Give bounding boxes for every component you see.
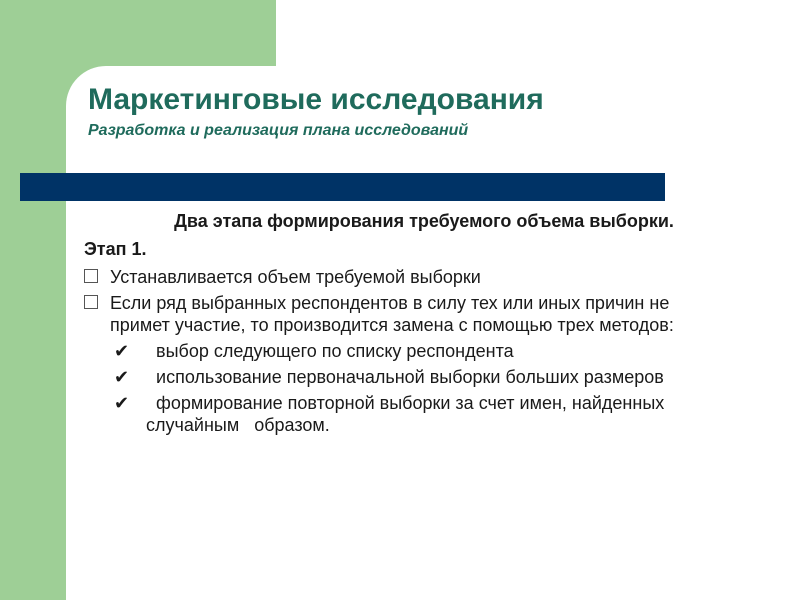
- divider-bar-cap: [20, 173, 80, 201]
- slide-title: Маркетинговые исследования: [88, 83, 544, 116]
- method-text: выбор следующего по списку респондента: [146, 341, 514, 361]
- slide-subtitle: Разработка и реализация плана исследований: [88, 122, 469, 139]
- method-text: формирование повторной выборки за счет имен, найденных случайным образом.: [146, 393, 670, 435]
- check-mark-icon: ✔: [114, 393, 130, 413]
- bullet-item: [84, 292, 724, 336]
- bullet-text: Устанавливается объем требуемой выборки: [110, 267, 481, 287]
- method-item: [84, 366, 724, 388]
- bullet-item: [84, 266, 724, 288]
- title-block: [88, 82, 768, 142]
- method-text: использование первоначальной выборки больших размеров: [146, 367, 664, 387]
- square-bullet-icon: [84, 295, 98, 309]
- square-bullet-icon: [84, 269, 98, 283]
- section-heading: Два этапа формирования требуемого объема выборки.: [174, 211, 674, 231]
- bullet-text: Если ряд выбранных респондентов в силу тех или иных причин не примет участие, то производится замена с помощью трех методов:: [110, 293, 675, 335]
- check-mark-icon: ✔: [114, 367, 130, 387]
- method-item: [84, 392, 724, 436]
- slide-body: [84, 210, 724, 440]
- check-mark-icon: ✔: [114, 341, 130, 361]
- method-item: [84, 340, 724, 362]
- stage-label: Этап 1.: [84, 239, 147, 259]
- divider-bar: [20, 173, 665, 201]
